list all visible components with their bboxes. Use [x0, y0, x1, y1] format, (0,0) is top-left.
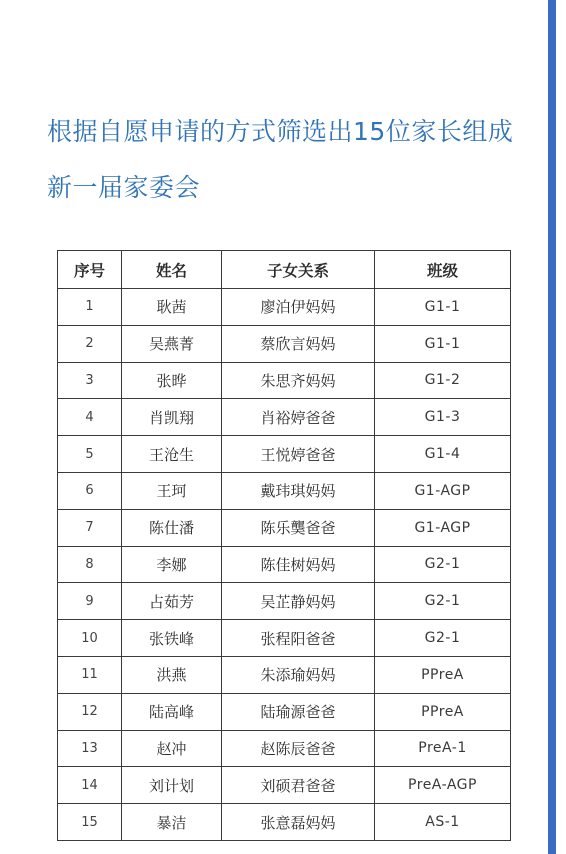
- cell-index: 13: [58, 730, 122, 767]
- cell-relation: 陈佳树妈妈: [222, 546, 375, 583]
- header-name: 姓名: [122, 251, 222, 289]
- cell-index: 7: [58, 509, 122, 546]
- cell-class: PPreA: [375, 693, 511, 730]
- table-row: [58, 693, 511, 730]
- table-row: [58, 362, 511, 399]
- cell-name: 王珂: [122, 472, 222, 509]
- header-relation: 子女关系: [222, 251, 375, 289]
- cell-name: 暴洁: [122, 804, 222, 841]
- cell-name: 耿茜: [122, 289, 222, 326]
- side-accent-bar: [548, 0, 556, 854]
- cell-index: 9: [58, 583, 122, 620]
- header-index: 序号: [58, 251, 122, 289]
- cell-name: 吴燕菁: [122, 325, 222, 362]
- table-row: [58, 509, 511, 546]
- cell-class: G1-3: [375, 399, 511, 436]
- cell-index: 8: [58, 546, 122, 583]
- cell-index: 11: [58, 656, 122, 693]
- table-row: [58, 399, 511, 436]
- cell-class: G1-4: [375, 436, 511, 473]
- cell-relation: 赵陈辰爸爸: [222, 730, 375, 767]
- cell-name: 王沧生: [122, 436, 222, 473]
- cell-index: 14: [58, 767, 122, 804]
- cell-index: 6: [58, 472, 122, 509]
- heading-line-1: 根据自愿申请的方式筛选出15位家长组成: [47, 117, 514, 146]
- cell-name: 赵冲: [122, 730, 222, 767]
- table-row: [58, 583, 511, 620]
- cell-name: 占茹芳: [122, 583, 222, 620]
- cell-class: G1-1: [375, 289, 511, 326]
- page-heading: [47, 104, 537, 216]
- cell-class: PreA-1: [375, 730, 511, 767]
- cell-class: PreA-AGP: [375, 767, 511, 804]
- cell-relation: 陈乐龑爸爸: [222, 509, 375, 546]
- cell-relation: 朱思齐妈妈: [222, 362, 375, 399]
- table-row: [58, 289, 511, 326]
- cell-class: G2-1: [375, 583, 511, 620]
- table-row: [58, 436, 511, 473]
- cell-relation: 刘硕君爸爸: [222, 767, 375, 804]
- table-row: [58, 767, 511, 804]
- cell-relation: 王悦婷爸爸: [222, 436, 375, 473]
- cell-name: 李娜: [122, 546, 222, 583]
- cell-name: 张铁峰: [122, 620, 222, 657]
- cell-relation: 陆瑜源爸爸: [222, 693, 375, 730]
- cell-index: 2: [58, 325, 122, 362]
- cell-class: G1-AGP: [375, 509, 511, 546]
- cell-name: 张晔: [122, 362, 222, 399]
- cell-class: G2-1: [375, 546, 511, 583]
- cell-index: 10: [58, 620, 122, 657]
- table-row: [58, 656, 511, 693]
- table-row: [58, 546, 511, 583]
- cell-index: 4: [58, 399, 122, 436]
- heading-line-2: 新一届家委会: [47, 173, 201, 202]
- cell-index: 12: [58, 693, 122, 730]
- cell-class: G1-AGP: [375, 472, 511, 509]
- committee-table: [57, 250, 511, 841]
- cell-relation: 朱添瑜妈妈: [222, 656, 375, 693]
- cell-relation: 蔡欣言妈妈: [222, 325, 375, 362]
- cell-name: 陆高峰: [122, 693, 222, 730]
- cell-relation: 张程阳爸爸: [222, 620, 375, 657]
- table-row: [58, 472, 511, 509]
- table-header-row: [58, 251, 511, 289]
- cell-index: 15: [58, 804, 122, 841]
- cell-relation: 张意磊妈妈: [222, 804, 375, 841]
- cell-name: 肖凯翔: [122, 399, 222, 436]
- cell-relation: 吴芷静妈妈: [222, 583, 375, 620]
- cell-class: PPreA: [375, 656, 511, 693]
- cell-name: 陈仕潘: [122, 509, 222, 546]
- cell-relation: 肖裕婷爸爸: [222, 399, 375, 436]
- cell-class: G1-1: [375, 325, 511, 362]
- table-body: [58, 289, 511, 841]
- cell-class: G2-1: [375, 620, 511, 657]
- cell-name: 刘计划: [122, 767, 222, 804]
- cell-name: 洪燕: [122, 656, 222, 693]
- table-row: [58, 325, 511, 362]
- table-row: [58, 620, 511, 657]
- cell-relation: 廖泊伊妈妈: [222, 289, 375, 326]
- cell-class: G1-2: [375, 362, 511, 399]
- cell-index: 5: [58, 436, 122, 473]
- table-row: [58, 730, 511, 767]
- cell-class: AS-1: [375, 804, 511, 841]
- table-row: [58, 804, 511, 841]
- cell-index: 3: [58, 362, 122, 399]
- cell-relation: 戴玮琪妈妈: [222, 472, 375, 509]
- header-class: 班级: [375, 251, 511, 289]
- cell-index: 1: [58, 289, 122, 326]
- committee-table-container: [57, 250, 511, 841]
